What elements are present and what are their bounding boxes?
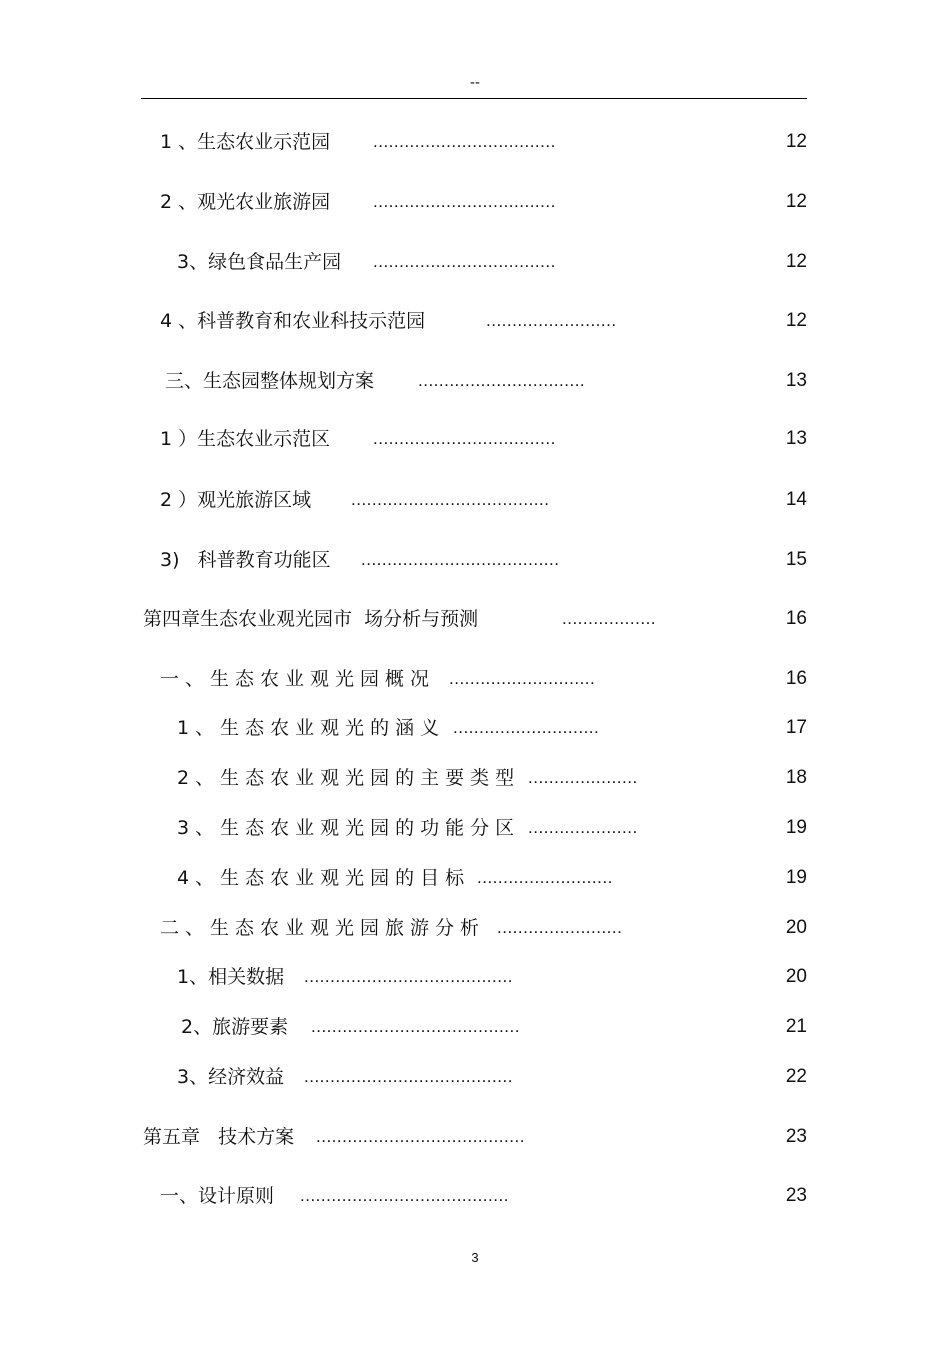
toc-entry-page: 23 (785, 1126, 807, 1147)
page-number: 3 (471, 1250, 479, 1265)
page-header-mark: -- (470, 74, 480, 91)
toc-entry-title: 4、生态农业观光园的目标 (177, 867, 471, 889)
toc-entry-title: 三、生态园整体规划方案 (165, 370, 375, 392)
toc-entry-leader: ............................ (449, 669, 596, 688)
toc-entry[interactable] (0, 485, 950, 515)
toc-entry-page: 20 (785, 917, 807, 938)
toc-entry-title: 1 ）生态农业示范区 (160, 428, 331, 450)
toc-entry-title: 第四章生态农业观光园市 场分析与预测 (143, 608, 479, 630)
toc-entry-title: 第五章 技术方案 (143, 1126, 295, 1148)
toc-entry[interactable] (0, 863, 950, 893)
toc-entry[interactable] (0, 1012, 950, 1042)
toc-entry-leader: ......................... (486, 311, 617, 330)
toc-entry-leader: ................................... (373, 132, 556, 151)
toc-entry-title: 2、生态农业观光园的主要类型 (177, 767, 521, 789)
toc-entry-page: 14 (785, 489, 807, 510)
toc-entry[interactable] (0, 962, 950, 992)
toc-entry-page: 19 (785, 867, 807, 888)
toc-entry-title: 3、经济效益 (177, 1066, 285, 1088)
toc-entry-leader: ........................ (497, 918, 623, 937)
toc-entry[interactable] (0, 664, 950, 694)
toc-entry-leader: ................................... (373, 252, 556, 271)
toc-entry-page: 16 (785, 608, 807, 629)
toc-entry-page: 19 (785, 817, 807, 838)
toc-entry-title: 4 、科普教育和农业科技示范园 (160, 310, 426, 332)
toc-entry[interactable] (0, 187, 950, 217)
toc-entry-title: 1、相关数据 (177, 966, 285, 988)
toc-entry-leader: .......................... (477, 868, 613, 887)
toc-entry-page: 21 (785, 1016, 807, 1037)
toc-entry-title: 1 、生态农业示范园 (160, 131, 331, 153)
toc-entry-title: 3、生态农业观光园的功能分区 (177, 817, 521, 839)
toc-entry-page: 12 (785, 191, 807, 212)
toc-entry[interactable] (0, 306, 950, 336)
toc-entry-page: 13 (785, 370, 807, 391)
toc-entry[interactable] (0, 763, 950, 793)
toc-entry-title: 2、旅游要素 (181, 1016, 289, 1038)
toc-entry[interactable] (0, 913, 950, 943)
toc-entry-title: 2 ）观光旅游区域 (160, 489, 312, 511)
toc-entry-title: 2 、观光农业旅游园 (160, 191, 331, 213)
toc-entry-page: 12 (785, 310, 807, 331)
toc-entry-page: 12 (785, 251, 807, 272)
toc-entry[interactable] (0, 813, 950, 843)
toc-entry-leader: ........................................ (316, 1127, 525, 1146)
toc-entry[interactable] (0, 1062, 950, 1092)
toc-entry-page: 16 (785, 668, 807, 689)
toc-entry-title: 二、生态农业观光园旅游分析 (160, 917, 486, 939)
toc-entry-title: 3) 科普教育功能区 (160, 549, 331, 571)
toc-entry-leader: ................................... (373, 429, 556, 448)
toc-entry[interactable] (0, 366, 950, 396)
toc-entry[interactable] (0, 713, 950, 743)
toc-entry-page: 18 (785, 767, 807, 788)
toc-entry-page: 15 (785, 549, 807, 570)
toc-entry-title: 一、生态农业观光园概况 (160, 668, 436, 690)
toc-entry[interactable] (0, 127, 950, 157)
toc-entry-leader: ...................................... (351, 490, 550, 509)
toc-entry-leader: ........................................ (300, 1186, 509, 1205)
toc-entry-leader: ..................... (528, 768, 638, 787)
toc-entry[interactable] (0, 1181, 950, 1211)
toc-entry-title: 3、绿色食品生产园 (177, 251, 342, 273)
toc-entry-page: 17 (785, 717, 807, 738)
toc-entry-leader: ..................... (528, 818, 638, 837)
toc-entry-leader: ............................ (453, 718, 600, 737)
toc-entry-leader: ................................ (418, 371, 586, 390)
toc-entry-leader: .................. (562, 609, 657, 628)
toc-entry-title: 一、设计原则 (160, 1185, 275, 1207)
toc-entry-leader: ................................... (373, 192, 556, 211)
toc-entry-page: 22 (785, 1066, 807, 1087)
toc-entry-title: 1、生态农业观光的涵义 (177, 717, 446, 739)
toc-entry[interactable] (0, 424, 950, 454)
toc-entry[interactable] (0, 1122, 950, 1152)
toc-entry-page: 13 (785, 428, 807, 449)
toc-entry-leader: ........................................ (304, 1067, 513, 1086)
toc-entry-page: 23 (785, 1185, 807, 1206)
toc-entry-leader: ........................................ (311, 1017, 520, 1036)
header-divider (141, 98, 807, 99)
toc-entry-leader: ........................................ (304, 967, 513, 986)
toc-entry[interactable] (0, 545, 950, 575)
toc-entry[interactable] (0, 604, 950, 634)
toc-entry-leader: ...................................... (361, 550, 560, 569)
toc-entry[interactable] (0, 247, 950, 277)
toc-entry-page: 20 (785, 966, 807, 987)
toc-entry-page: 12 (785, 131, 807, 152)
